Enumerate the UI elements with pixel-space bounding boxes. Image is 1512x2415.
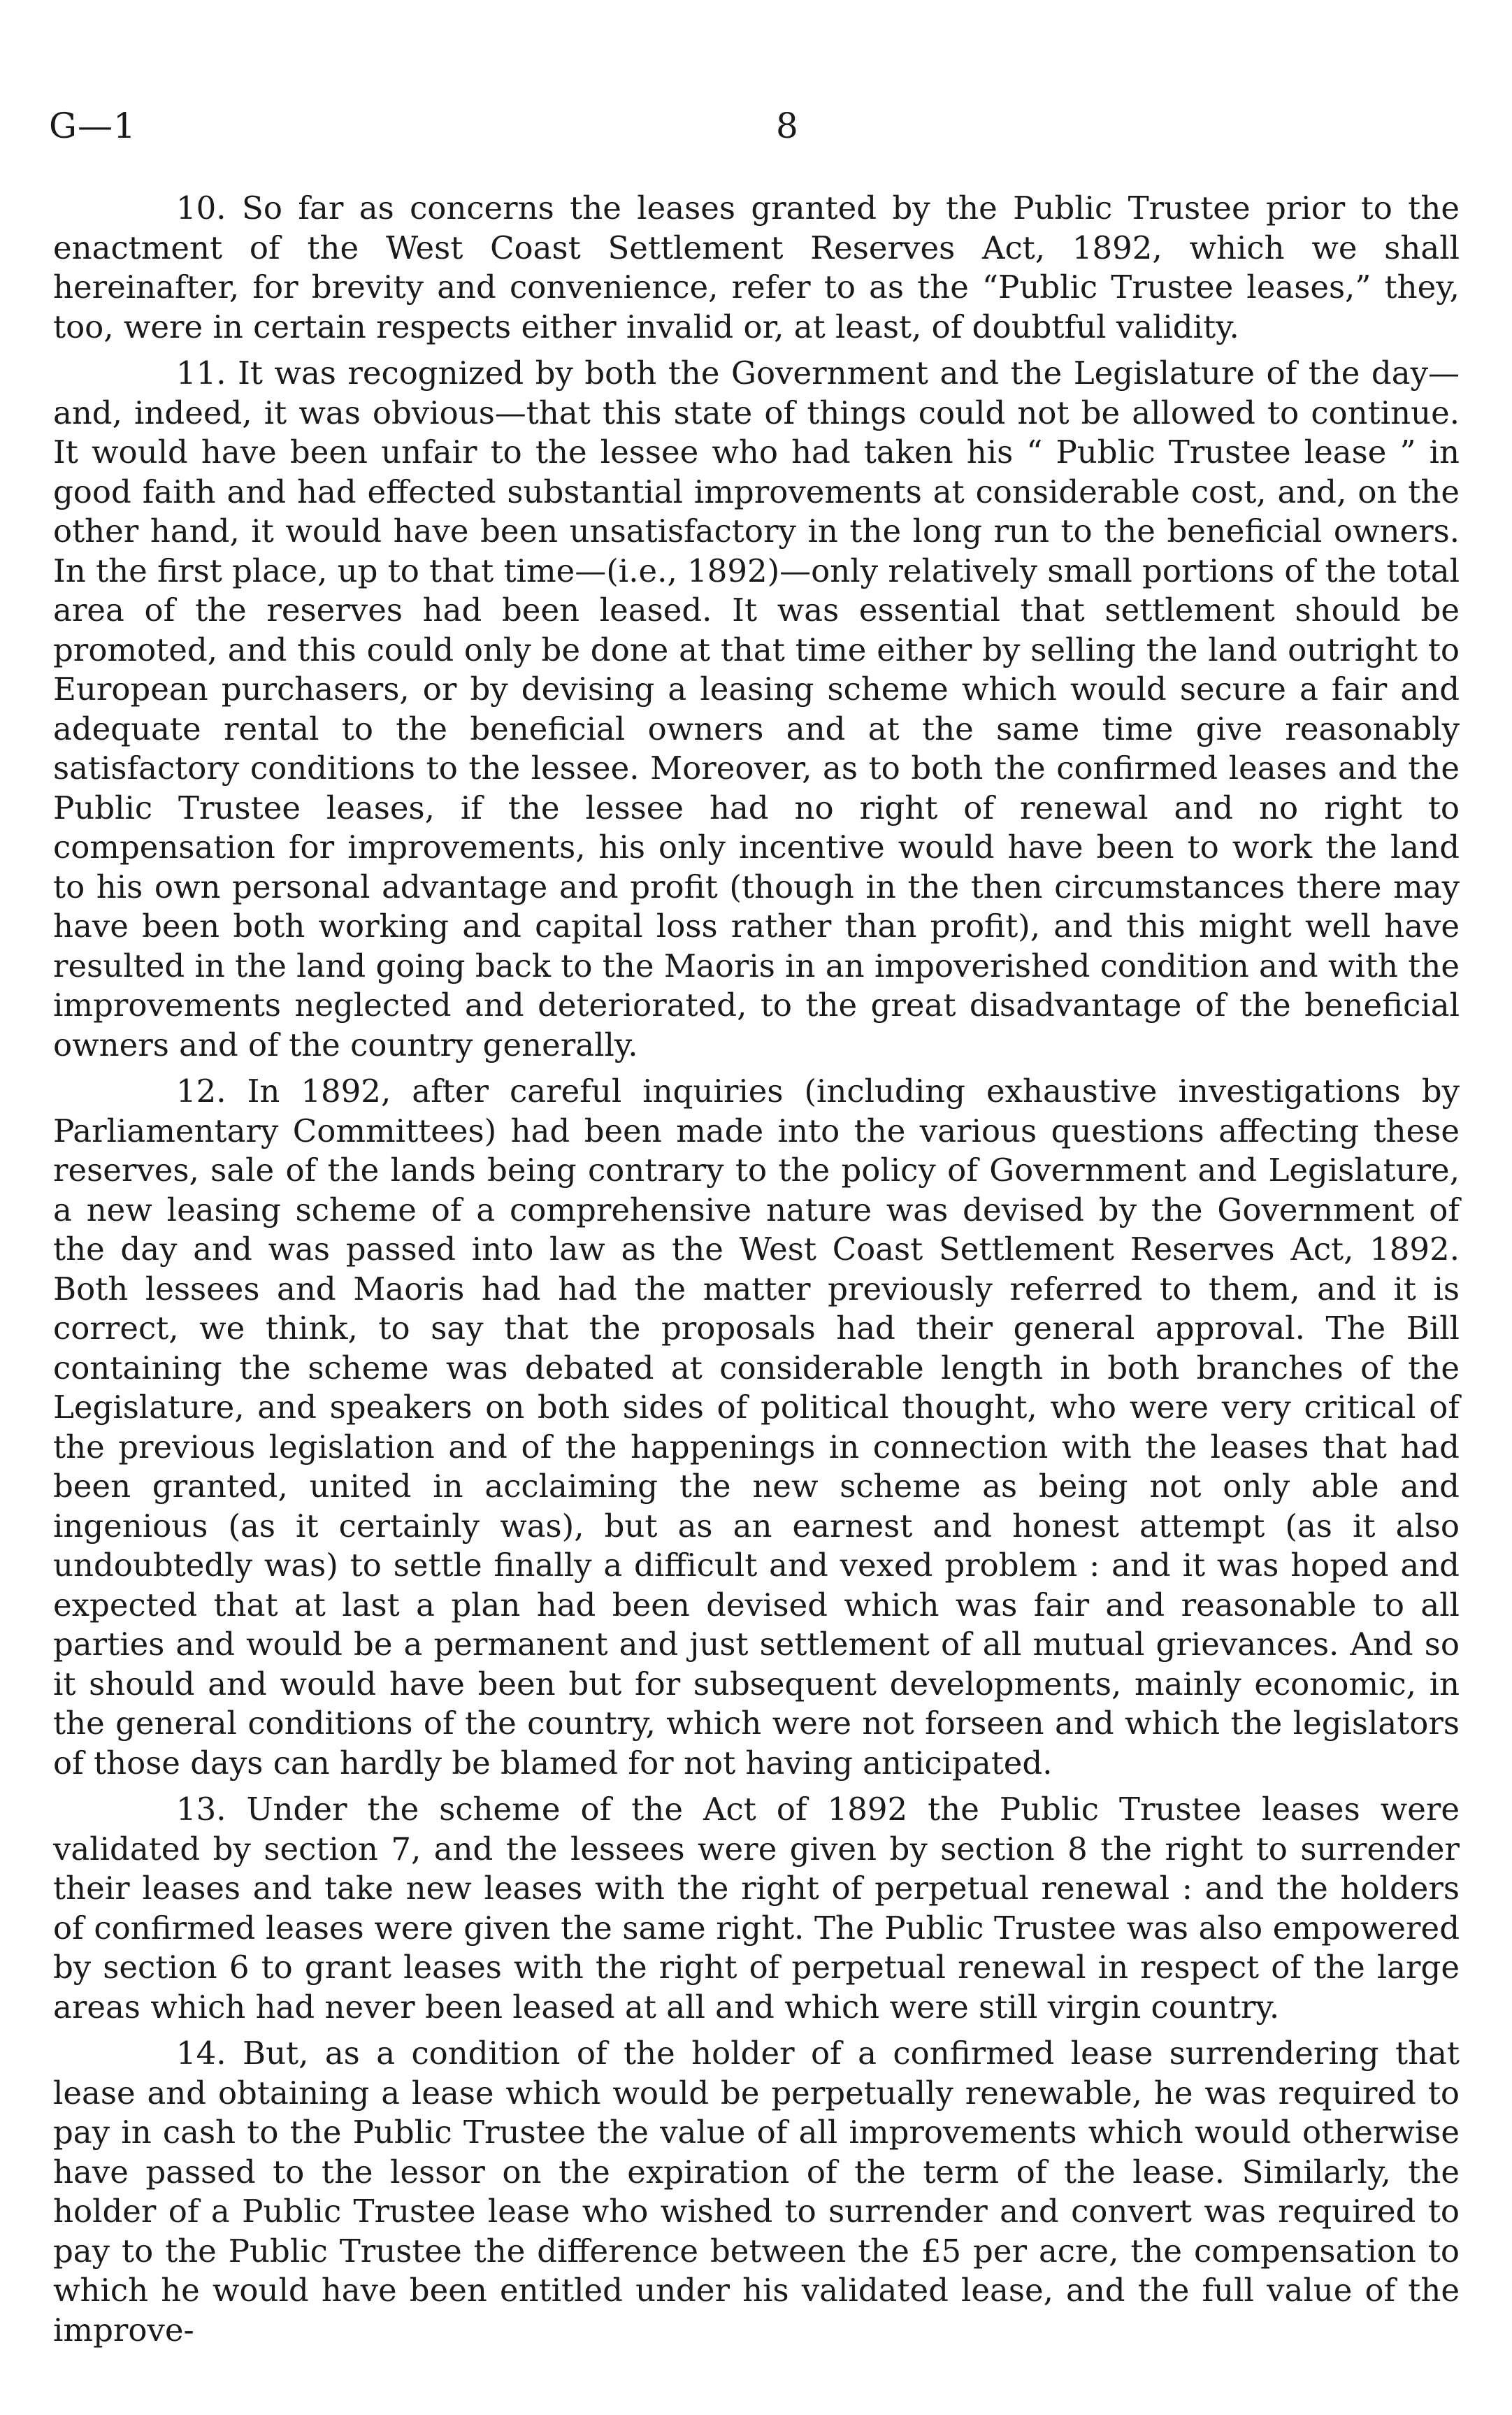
paragraph-number: 13. (176, 1791, 226, 1828)
document-body (53, 189, 1460, 2357)
paragraph-13 (53, 1790, 1460, 2027)
paragraph-text: It was recognized by both the Government and the Legislature of the day—and, indeed, it was obvious—that this state of things could not be allowed to continue. It would have been unfair to the lessee who had taken his “ Public Trustee lease ” in good faith and had effected substantial improvements at considerable cost, and, on the other hand, it would have been unsatisfactory in the long run to the beneficial owners. In the first place, up to that time—(i.e., 1892)—only relatively small portions of the total area of the reserves had been leased. It was essential that settlement should be promoted, and this could only be done at that time either by selling the land outright to European purchasers, or by devising a leasing scheme which would secure a fair and adequate rental to the beneficial owners and at the same time give reasonably satisfactory conditions to the lessee. Moreover, as to both the confirmed leases and the Public Trustee leases, if the lessee had no right of renewal and no right to compensation for improvements, his only incentive would have been to work the land to his own personal advantage and profit (though in the then circumstances there may have been both working and capital loss rather than profit), and this might well have resulted in the land going back to the Maoris in an impoverished condition and with the improvements neglected and deteriorated, to the great disadvantage of the beneficial owners and of the country generally. (53, 354, 1460, 1063)
paragraph-14 (53, 2034, 1460, 2350)
paragraph-11 (53, 354, 1460, 1065)
document-reference: G—1 (49, 106, 136, 146)
page-header (49, 105, 1463, 161)
paragraph-text: Under the scheme of the Act of 1892 the Public Trustee leases were validated by section 7, and the lessees were given by section 8 the right to surrender their leases and take new leases with the right of perpetual renewal : and the holders of confirmed leases were given the same right. The Public Trustee was also empowered by section 6 to grant leases with the right of perpetual renewal in respect of the large areas which had never been leased at all and which were still virgin country. (53, 1791, 1460, 2026)
paragraph-12 (53, 1072, 1460, 1783)
paragraph-number: 10. (176, 189, 226, 227)
paragraph-number: 11. (176, 354, 226, 392)
paragraph-text: But, as a condition of the holder of a confirmed lease surrendering that lease and obtaining a lease which would be perpetually renewable, he was required to pay in cash to the Public Trustee the value of all improvements which would otherwise have passed to the lessor on the expiration of the term of the lease. Similarly, the holder of a Public Trustee lease who wished to surrender and convert was required to pay to the Public Trustee the difference between the £5 per acre, the compensation to which he would have been entitled under his validated lease, and the full value of the improve- (53, 2035, 1460, 2349)
paragraph-text: In 1892, after careful inquiries (including exhaustive investigations by Parliamentary Committees) had been made into the various questions affecting these reserves, sale of the lands being contrary to the policy of Government and Legislature, a new leasing scheme of a comprehensive nature was devised by the Government of the day and was passed into law as the West Coast Settlement Reserves Act, 1892. Both lessees and Maoris had had the matter previously referred to them, and it is correct, we think, to say that the proposals had their general approval. The Bill containing the scheme was debated at considerable length in both branches of the Legislature, and speakers on both sides of political thought, who were very critical of the previous legislation and of the happenings in connection with the leases that had been granted, united in acclaiming the new scheme as being not only able and ingenious (as it certainly was), but as an earnest and honest attempt (as it also undoubtedly was) to settle finally a difficult and vexed problem : and it was hoped and expected that at last a plan had been devised which was fair and reasonable to all parties and would be a permanent and just settlement of all mutual grievances. And so it should and would have been but for subsequent developments, mainly economic, in the general conditions of the country, which were not forseen and which the legislators of those days can hardly be blamed for not having anticipated. (53, 1073, 1460, 1782)
paragraph-number: 14. (176, 2035, 226, 2072)
paragraph-number: 12. (176, 1073, 226, 1110)
page-number: 8 (776, 106, 798, 146)
paragraph-text: So far as concerns the leases granted by the Public Trustee prior to the enactment of the West Coast Settlement Reserves Act, 1892, which we shall hereinafter, for brevity and convenience, refer to as the “Public Trustee leases,” they, too, were in certain respects either invalid or, at least, of doubtful validity. (53, 189, 1460, 345)
paragraph-10 (53, 189, 1460, 347)
